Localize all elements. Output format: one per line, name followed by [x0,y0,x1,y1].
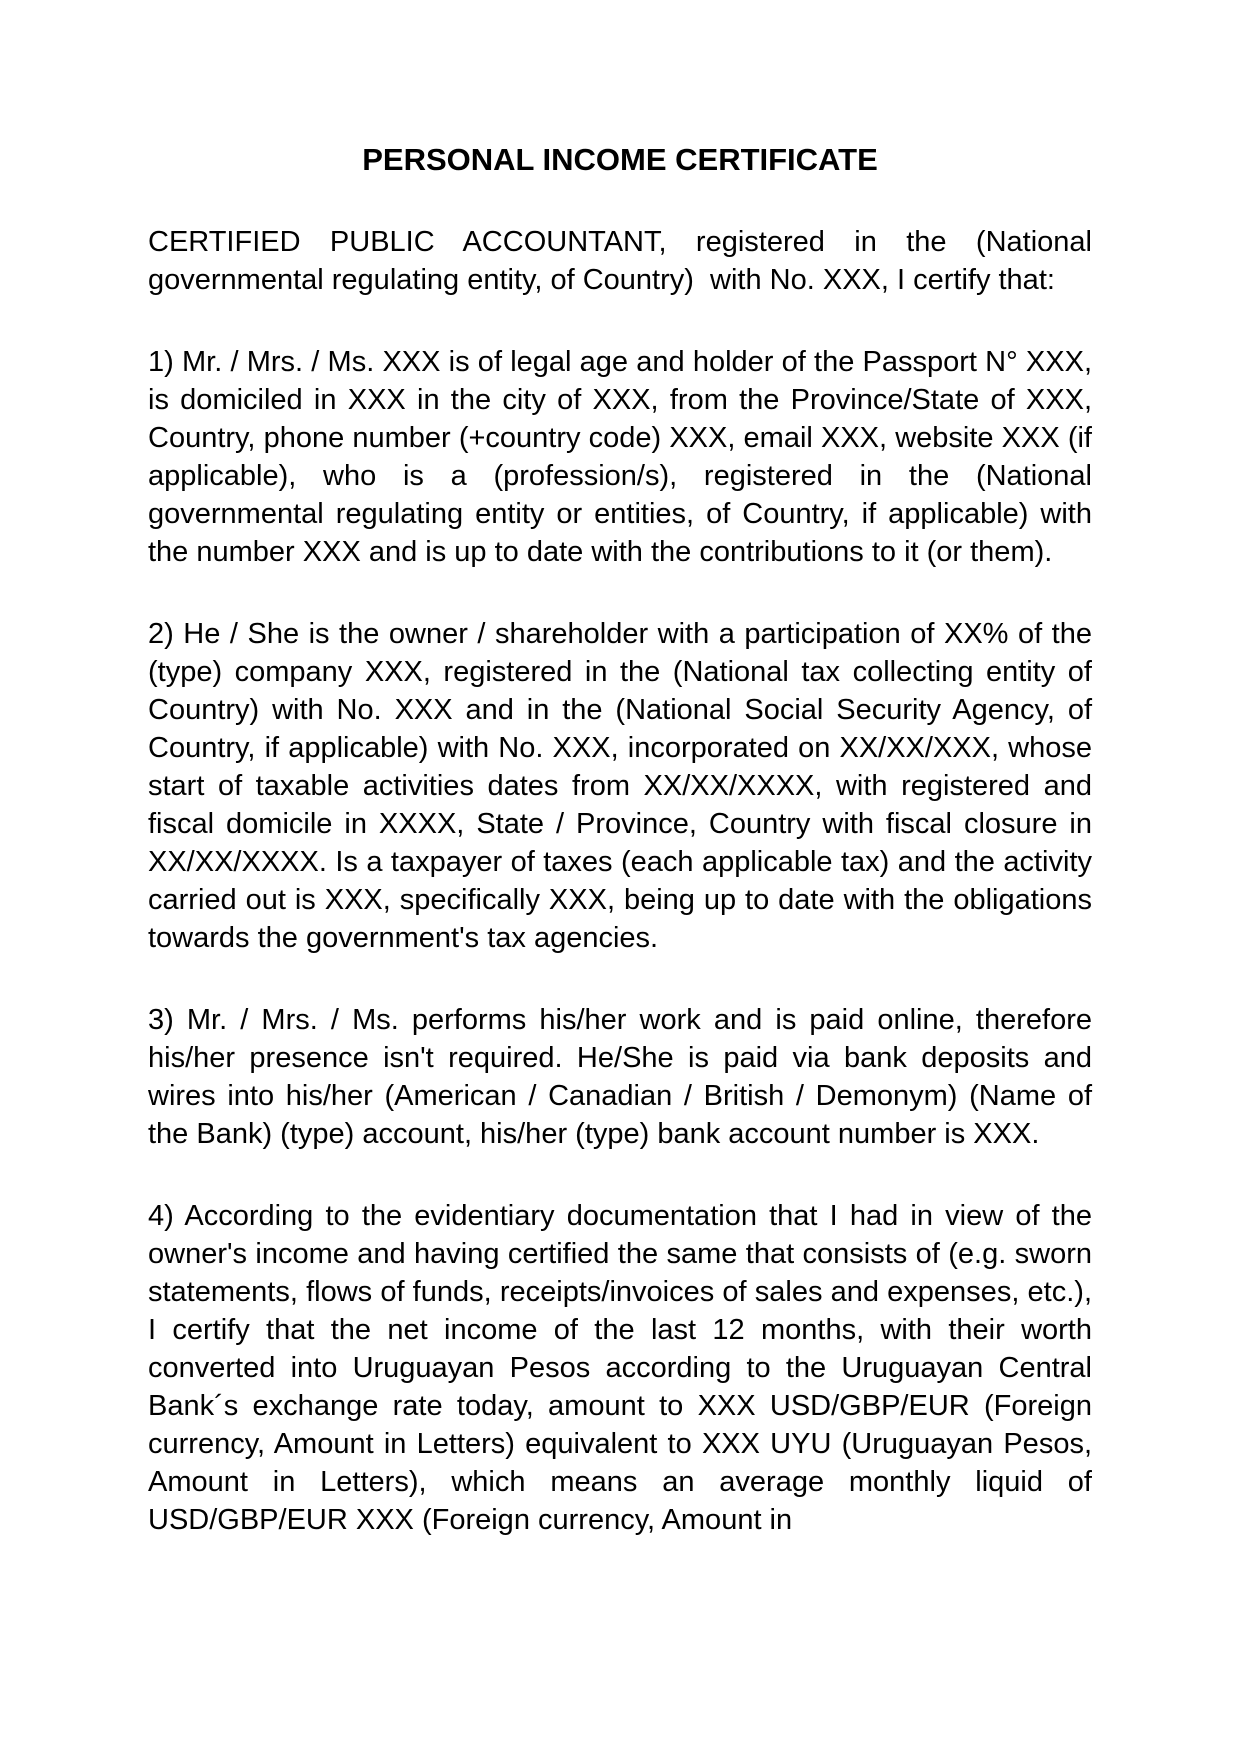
clause-1-identity-paragraph: 1) Mr. / Mrs. / Ms. XXX is of legal age and holder of the Passport N° XXX, is domiciled in XXX in the city of XXX, from the Province/State of XXX, Country, phone number (+country code) XXX, email XXX, website XXX (if applicable), who is a (profession/s), registered in the (National governmental regulating entity or entities, of Country, if applicable) with the number XXX and is up to date with the contributions to it (or them). [148,346,1092,568]
document-title: PERSONAL INCOME CERTIFICATE [362,142,878,177]
clause-3-payment-paragraph: 3) Mr. / Mrs. / Ms. performs his/her work and is paid online, therefore his/her presence isn't required. He/She is paid via bank deposits and wires into his/her (American / Canadian / British / Demonym) (Name of the Bank) (type) account, his/her (type) bank account number is XXX. [148,1004,1092,1150]
certifier-statement-paragraph: CERTIFIED PUBLIC ACCOUNTANT, registered in the (National governmental regulating entity, of Country) with No. XXX, I certify that: [148,226,1092,296]
clause-2-company-paragraph: 2) He / She is the owner / shareholder with a participation of XX% of the (type) company XXX, registered in the (National tax collecting entity of Country) with No. XXX and in the (National Social Security Agency, of Country, if applicable) with No. XXX, incorporated on XX/XX/XXX, whose start of taxable activities dates from XX/XX/XXXX, with registered and fiscal domicile in XXXX, State / Province, Country with fiscal closure in XX/XX/XXXX. Is a taxpayer of taxes (each applicable tax) and the activity carried out is XXX, specifically XXX, being up to date with the obligations towards the government's tax agencies. [148,618,1092,954]
clause-4-income-paragraph: 4) According to the evidentiary documentation that I had in view of the owner's income and having certified the same that consists of (e.g. sworn statements, flows of funds, receipts/invoices of sales and expenses, etc.), I certify that the net income of the last 12 months, with their worth converted into Uruguayan Pesos according to the Uruguayan Central Bank´s exchange rate today, amount to XXX USD/GBP/EUR (Foreign currency, Amount in Letters) equivalent to XXX UYU (Uruguayan Pesos, Amount in Letters), which means an average monthly liquid of USD/GBP/EUR XXX (Foreign currency, Amount in [148,1200,1092,1536]
